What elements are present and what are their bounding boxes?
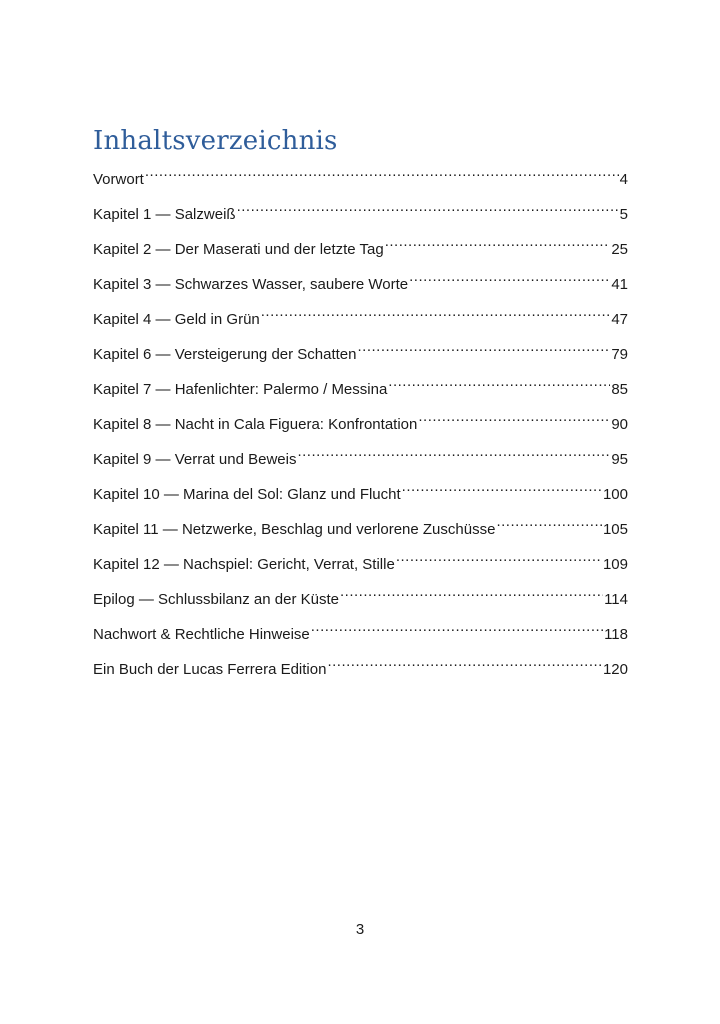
toc-entry-title: Kapitel 10 — Marina del Sol: Glanz und Flucht	[93, 486, 401, 503]
toc-entry-title: Kapitel 1 — Salzweiß	[93, 206, 236, 223]
toc-entry-title: Ein Buch der Lucas Ferrera Edition	[93, 661, 327, 678]
toc-entry-title: Kapitel 4 — Geld in Grün	[93, 311, 260, 328]
dot-leader	[409, 265, 610, 289]
toc-entry[interactable]	[93, 370, 628, 405]
toc-entry-title: Kapitel 12 — Nachspiel: Gericht, Verrat, Stille	[93, 556, 395, 573]
toc-entry-page: 95	[611, 451, 628, 468]
toc-entry[interactable]	[93, 405, 628, 440]
toc-entry[interactable]	[93, 230, 628, 265]
toc-entry-title: Vorwort	[93, 171, 144, 188]
toc-entry-title: Kapitel 8 — Nacht in Cala Figuera: Konfrontation	[93, 416, 418, 433]
toc-entry-page: 105	[602, 521, 628, 538]
table-of-contents	[93, 160, 628, 685]
toc-entry-page: 118	[604, 626, 628, 643]
toc-entry-title: Kapitel 2 — Der Maserati und der letzte Tag	[93, 241, 384, 258]
toc-entry-page: 41	[611, 276, 628, 293]
toc-entry[interactable]	[93, 545, 628, 580]
toc-entry-page: 100	[602, 486, 628, 503]
dot-leader	[340, 580, 603, 604]
toc-entry[interactable]	[93, 160, 628, 195]
dot-leader	[261, 300, 611, 324]
dot-leader	[396, 545, 602, 569]
toc-entry-page: 47	[611, 311, 628, 328]
page-number: 3	[355, 921, 365, 938]
dot-leader	[145, 160, 619, 184]
toc-entry-title: Kapitel 7 — Hafenlichter: Palermo / Messina	[93, 381, 388, 398]
dot-leader	[418, 405, 610, 429]
toc-entry-title: Epilog — Schlussbilanz an der Küste	[93, 591, 339, 608]
toc-entry-title: Kapitel 11 — Netzwerke, Beschlag und verlorene Zuschüsse	[93, 521, 496, 538]
toc-entry[interactable]	[93, 440, 628, 475]
toc-entry-page: 120	[602, 661, 628, 678]
toc-entry[interactable]	[93, 195, 628, 230]
dot-leader	[237, 195, 619, 219]
toc-entry-page: 90	[611, 416, 628, 433]
dot-leader	[311, 615, 603, 639]
toc-entry[interactable]	[93, 265, 628, 300]
toc-entry[interactable]	[93, 650, 628, 685]
dot-leader	[402, 475, 602, 499]
toc-heading: Inhaltsverzeichnis	[93, 126, 338, 156]
dot-leader	[388, 370, 610, 394]
toc-entry-page: 79	[611, 346, 628, 363]
toc-entry-page: 109	[602, 556, 628, 573]
toc-entry[interactable]	[93, 510, 628, 545]
dot-leader	[297, 440, 610, 464]
toc-entry-page: 5	[619, 206, 628, 223]
toc-entry[interactable]	[93, 300, 628, 335]
dot-leader	[358, 335, 611, 359]
toc-entry-title: Kapitel 9 — Verrat und Beweis	[93, 451, 297, 468]
dot-leader	[327, 650, 602, 674]
dot-leader	[496, 510, 602, 534]
toc-entry[interactable]	[93, 580, 628, 615]
toc-entry-title: Kapitel 3 — Schwarzes Wasser, saubere Worte	[93, 276, 409, 293]
toc-entry-page: 4	[619, 171, 628, 188]
toc-entry-page: 85	[611, 381, 628, 398]
toc-entry[interactable]	[93, 615, 628, 650]
toc-entry-page: 25	[611, 241, 628, 258]
toc-entry-title: Kapitel 6 — Versteigerung der Schatten	[93, 346, 357, 363]
dot-leader	[385, 230, 611, 254]
toc-entry-page: 114	[604, 591, 628, 608]
toc-entry[interactable]	[93, 335, 628, 370]
toc-entry-title: Nachwort & Rechtliche Hinweise	[93, 626, 310, 643]
toc-entry[interactable]	[93, 475, 628, 510]
